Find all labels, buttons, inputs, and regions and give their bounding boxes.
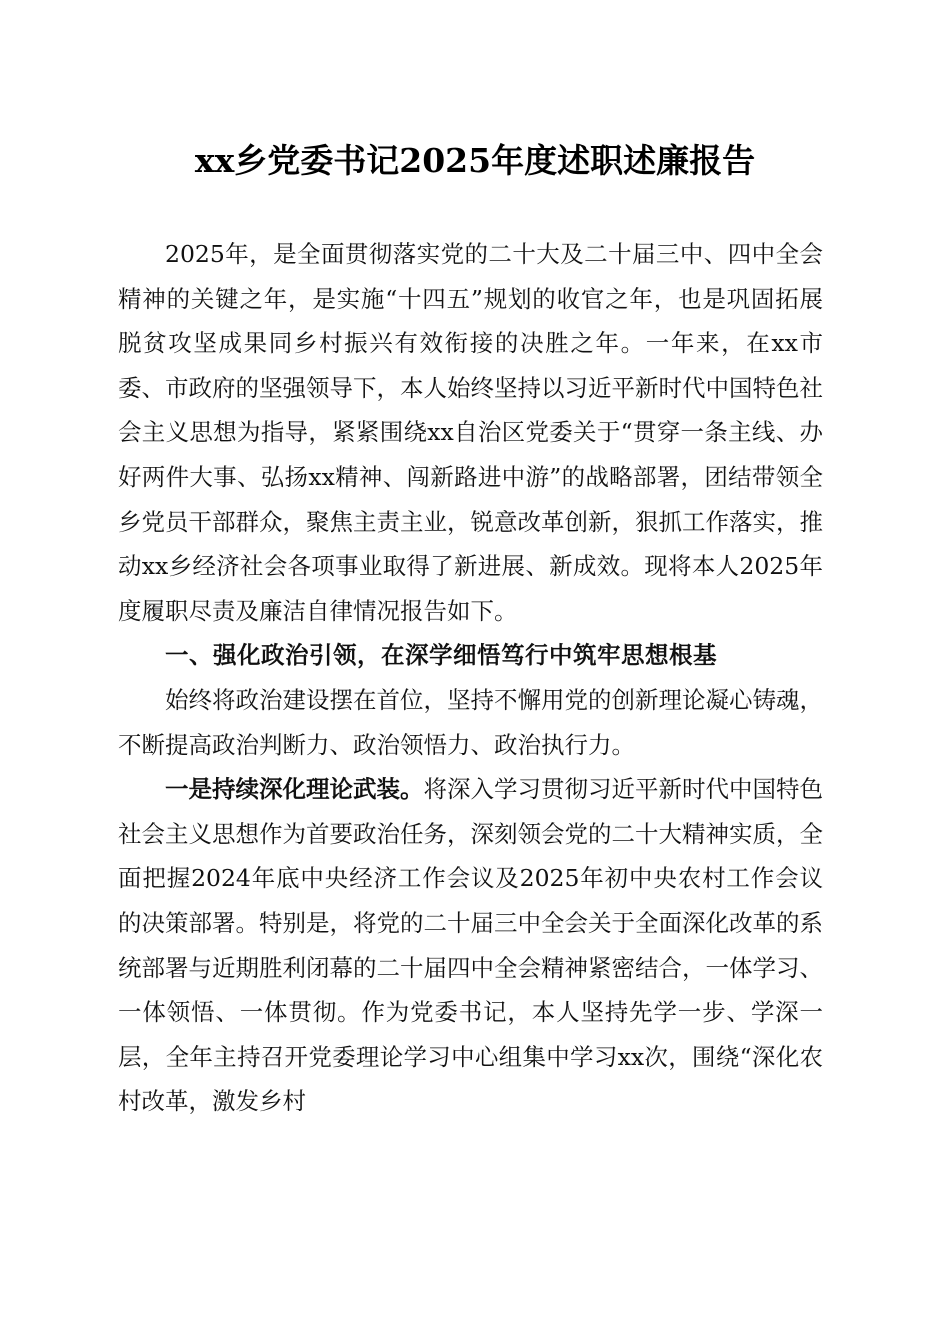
point-lead-text: 一是持续深化理论武装。	[165, 775, 424, 804]
document-title: xx乡党委书记2025年度述职述廉报告	[194, 141, 756, 180]
intro-paragraph: 2025年，是全面贯彻落实党的二十大及二十届三中、四中全会精神的关键之年，是实施“十四五”规划的收官之年，也是巩固拓展脱贫攻坚成果同乡村振兴有效衔接的决胜之年。一年来，在xx市委、市政府的坚强领导下，本人始终坚持以习近平新时代中国特色社会主义思想为指导，紧紧围绕xx自治区党委关于“贯穿一条主线、办好两件大事、弘扬xx精神、闯新路进中游”的战略部署，团结带领全乡党员干部群众，聚焦主责主业，锐意改革创新，狠抓工作落实，推动xx乡经济社会各项事业取得了新进展、新成效。现将本人2025年度履职尽责及廉洁自律情况报告如下。	[118, 240, 823, 625]
document-body	[118, 232, 823, 1124]
section-1-intro-paragraph: 始终将政治建设摆在首位，坚持不懈用党的创新理论凝心铸魂，不断提高政治判断力、政治领悟力、政治执行力。	[118, 685, 823, 759]
point-body-text: 将深入学习贯彻习近平新时代中国特色社会主义思想作为首要政治任务，深刻领会党的二十大精神实质，全面把握2024年底中央经济工作会议及2025年初中央农村工作会议的决策部署。特别是，将党的二十届三中全会关于全面深化改革的系统部署与近期胜利闭幕的二十届四中全会精神紧密结合，一体学习、一体领悟、一体贯彻。作为党委书记，本人坚持先学一步、学深一层，全年主持召开党委理论学习中心组集中学习xx次，围绕“深化农村改革，激发乡村	[118, 775, 823, 1116]
section-heading-1: 一、强化政治引领，在深学细悟笃行中筑牢思想根基	[165, 641, 717, 670]
section-1-point-1-paragraph	[118, 767, 823, 1124]
